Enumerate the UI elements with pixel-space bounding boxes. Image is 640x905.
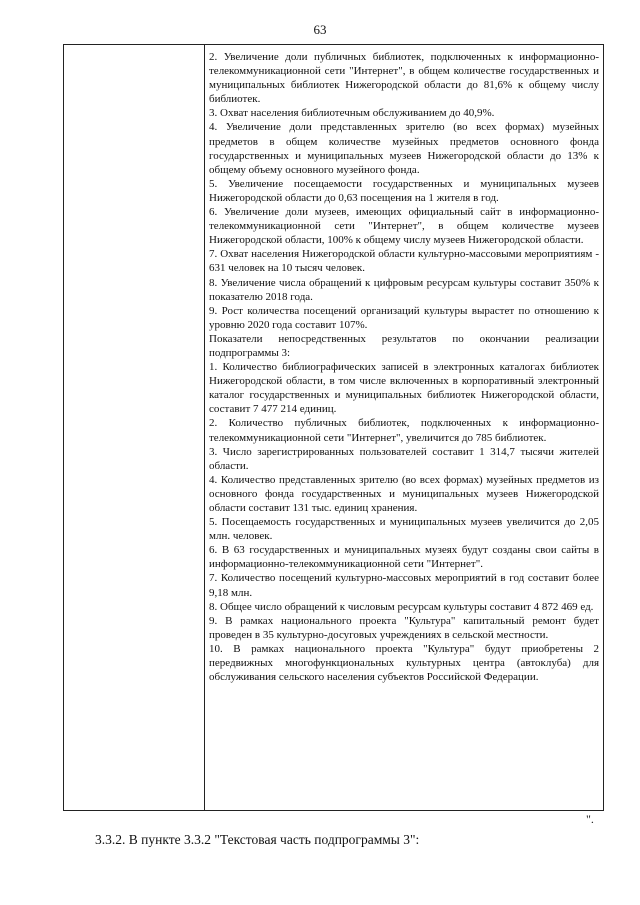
table-paragraph: 4. Увеличение доли представленных зрителю (во всех формах) музейных предметов в общем количестве музейных предметов основного фонда государственных и муниципальных музеев Нижегородской области до 13% к общему объему основного музейного фонда. [209, 121, 599, 176]
amendment-heading: 3.3.2. В пункте 3.3.2 "Текстовая часть подпрограммы 3": [95, 832, 420, 847]
table-paragraph: 5. Посещаемость государственных и муниципальных музеев увеличится до 2,05 млн. человек. [209, 516, 599, 543]
table-paragraph: 3. Число зарегистрированных пользователей составит 1 314,7 тысячи жителей области. [209, 445, 599, 472]
page-number: 63 [313, 22, 327, 37]
table-paragraph: 3. Охват населения библиотечным обслуживанием до 40,9%. [209, 107, 495, 120]
table-paragraph: 7. Охват населения Нижегородской области культурно-массовыми мероприятиям - 631 человек на 10 тысяч человек. [209, 248, 599, 275]
table-paragraph: 9. В рамках национального проекта "Культура" капитальный ремонт будет проведен в 35 культурно-досуговых учреждениях в сельской местности. [209, 614, 599, 641]
table-paragraph: 6. В 63 государственных и муниципальных музеях будут созданы свои сайты в информационно-телекоммуникационной сети "Интернет". [209, 544, 599, 571]
table-left-cell [64, 45, 205, 810]
table-paragraph: 10. В рамках национального проекта "Культура" будут приобретены 2 передвижных многофункциональных культурных центра (автоклуба) для обслуживания сельского населения субъектов Российской Федерации. [209, 642, 599, 684]
table-paragraph: Показатели непосредственных результатов по окончании реализации подпрограммы 3: [209, 332, 599, 359]
document-table [63, 44, 604, 811]
table-paragraph: 6. Увеличение доли музеев, имеющих официальный сайт в информационно-телекоммуникационной сети "Интернет", в общем количестве музеев Нижегородской области, 100% к общему числу музеев Нижегородской области. [209, 206, 599, 247]
table-paragraph: 1. Количество библиографических записей в электронных каталогах библиотек Нижегородской области, в том числе включенных в корпоративный электронный каталог государственных и муниципальных библиотек Нижегородской области, составит 7 477 214 единиц. [209, 361, 599, 416]
table-right-cell [205, 45, 603, 810]
table-paragraph: 4. Количество представленных зрителю (во всех формах) музейных предметов из основного фонда государственных и муниципальных музеев Нижегородской области составит 131 тыс. единиц хранения. [209, 473, 599, 514]
table-paragraph: 5. Увеличение посещаемости государственных и муниципальных музеев Нижегородской области до 0,63 посещения на 1 жителя в год. [209, 177, 599, 204]
table-paragraph: 9. Рост количества посещений организаций культуры вырастет по отношению к уровню 2020 года составит 107%. [209, 304, 599, 331]
table-paragraph: 2. Увеличение доли публичных библиотек, подключенных к информационно-телекоммуникационной сети "Интернет", в общем количестве государственных и муниципальных библиотек Нижегородской области до 81,6% к общему числу библиотек. [209, 51, 599, 106]
closing-quote: ". [586, 812, 594, 826]
table-paragraph: 7. Количество посещений культурно-массовых мероприятий в год составит более 9,18 млн. [209, 572, 599, 599]
table-paragraph: 8. Увеличение числа обращений к цифровым ресурсам культуры составит 350% к показателю 2018 года. [209, 276, 599, 303]
table-paragraph: 8. Общее число обращений к числовым ресурсам культуры составит 4 872 469 ед. [209, 600, 594, 613]
table-paragraph: 2. Количество публичных библиотек, подключенных к информационно-телекоммуникационной сети "Интернет", увеличится до 785 библиотек. [209, 417, 599, 444]
